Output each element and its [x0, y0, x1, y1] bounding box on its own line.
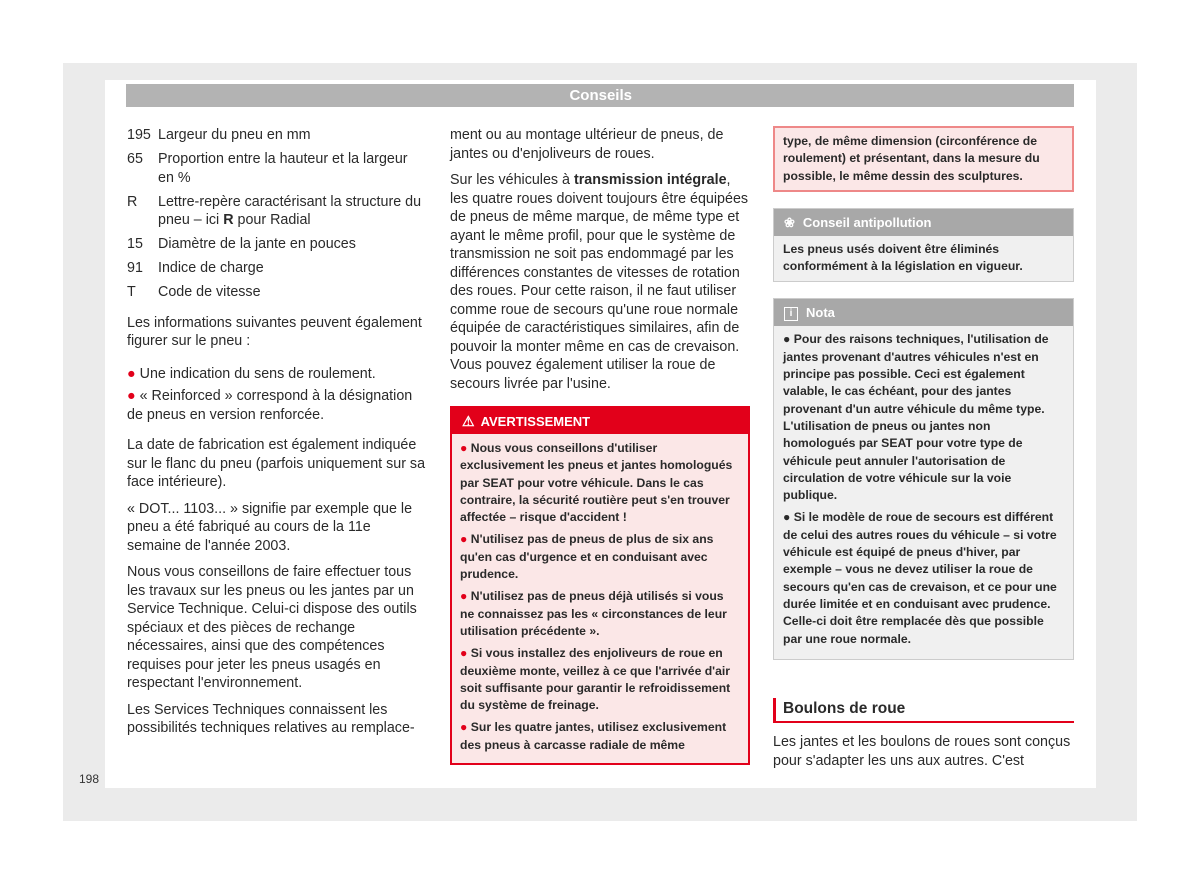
bullet-dot: ●	[460, 532, 468, 547]
section-title: Boulons de roue	[773, 698, 1074, 724]
paragraph: Nous vous conseillons de faire effectuer tous les travaux sur les pneus ou les jantes par un Service Technique. Celui-ci dispose des outils spéciaux et des pièces de rechange nécessaires, ainsi que des compétences requises pour jeter les pneus usagés en respectant l'environnement.	[127, 564, 417, 691]
warning-box	[450, 406, 750, 765]
warning-item: ● Sur les quatre jantes, utilisez exclusivement des pneus à carcasse radiale de même	[460, 720, 727, 752]
warning-item: ● N'utilisez pas de pneus déjà utilisés si vous ne connaissez pas les « circonstances de leur utilisation précédente ».	[460, 589, 727, 638]
header-bar	[126, 84, 1074, 107]
paragraph: Sur les véhicules à transmission intégrale, les quatre roues doivent toujours être équipées de pneus de même marque, de même type et ayant le même profil, pour que le système de transmission ne soit pas endommagé par les différences constantes de vitesses de rotation des roues. Pour cette raison, il ne faut utiliser comme roue de secours qu'une roue normale équipée de caractéristiques similaires, afin de pouvoir la monter même en cas de crevaison. Vous pouvez également utiliser la roue de secours livrée par l'usine.	[450, 172, 749, 392]
note-box	[773, 298, 1074, 659]
bullet-dot: ●	[460, 720, 468, 735]
warning-header: ⚠ AVERTISSEMENT	[452, 408, 748, 434]
bullet-dot: ●	[460, 441, 468, 455]
spec-row: 15 Diamètre de la jante en pouces	[127, 236, 356, 252]
bullet-dot: ●	[127, 388, 136, 404]
eco-tip-text: Les pneus usés doivent être éliminés conformément à la législation en vigueur.	[783, 241, 1023, 274]
eco-tip-header: ❀ Conseil antipollution	[774, 209, 1073, 236]
paragraph: « DOT... 1103... » signifie par exemple que le pneu a été fabriqué au cours de la 11e semaine de l'année 2003.	[127, 500, 413, 554]
list-item: ● Une indication du sens de roulement.	[127, 365, 376, 382]
page-title: Conseils	[569, 87, 632, 104]
list-item: ● « Reinforced » correspond à la désignation de pneus en version renforcée.	[127, 388, 413, 423]
warning-triangle-icon: ⚠	[462, 413, 475, 429]
column-3	[773, 126, 1074, 778]
paragraph: La date de fabrication est également indiquée sur le flanc du pneu (parfois uniquement sur sa face intérieure).	[127, 437, 426, 490]
spec-row: R Lettre-repère caractérisant la structure du pneu – ici R pour Radial	[127, 193, 422, 228]
warning-body	[452, 434, 748, 763]
note-item: ● Si le modèle de roue de secours est différent de celui des autres roues du véhicule – si votre véhicule est équipé de pneus d'hiver, par exemple – vous ne devez utiliser la roue de secours qu'en cas de crevaison, et ce pour une durée limitée et en conduisant avec prudence. Celle-ci doit être remplacée dès que possible par une roue normale.	[783, 510, 1057, 646]
spec-row: T Code de vitesse	[127, 284, 261, 300]
warning-item: ● Si vous installez des enjoliveurs de roue en deuxième monte, veillez à ce que l'arrivée d'air soit suffisante pour garantir le refroidissement du système de freinage.	[460, 646, 731, 713]
bullet-dot: ●	[127, 365, 136, 382]
note-body	[774, 326, 1073, 658]
spec-row: 195 Largeur du pneu en mm	[127, 127, 311, 143]
bullet-dot: ●	[460, 646, 468, 661]
bullet-dot: ●	[460, 589, 468, 604]
spec-row: 65 Proportion entre la hauteur et la largeur en %	[127, 151, 408, 186]
paragraph: ment ou au montage ultérieur de pneus, de jantes ou d'enjoliveurs de roues.	[450, 127, 724, 162]
note-item: ● Pour des raisons techniques, l'utilisation de jantes provenant d'autres véhicules n'est en principe pas possible. Ceci est également valable, le cas échéant, pour des jantes provenant d'un autre véhicule du même type. L'utilisation de pneus ou jantes non homologués par SEAT pour votre type de véhicule peut annuler l'autorisation de circulation de votre véhicule sur la voie publique.	[783, 332, 1049, 503]
paragraph: Les Services Techniques connaissent les possibilités techniques relatives au remplace-	[127, 701, 415, 736]
note-header: i Nota	[774, 299, 1073, 326]
info-icon: i	[784, 307, 798, 321]
flower-icon: ❀	[784, 214, 795, 230]
warning-continuation: type, de même dimension (circonférence de roulement) et présentant, dans la mesure du possible, le même dessin des sculptures.	[773, 126, 1074, 192]
warning-item: ● Nous vous conseillons d'utiliser exclusivement les pneus et jantes homologués par SEAT pour votre véhicule. Dans le cas contraire, la sécurité routière peut s'en trouver affectée – risque d'accident !	[460, 441, 733, 525]
paragraph: Les informations suivantes peuvent également figurer sur le pneu :	[127, 314, 422, 349]
column-1	[127, 126, 427, 746]
warning-item: ● N'utilisez pas de pneus de plus de six ans qu'en cas d'urgence et en conduisant avec prudence.	[460, 532, 714, 582]
page-number: 198	[79, 772, 100, 786]
eco-tip-box	[773, 208, 1074, 283]
column-2	[450, 126, 750, 765]
spec-row: 91 Indice de charge	[127, 260, 264, 276]
paragraph: Les jantes et les boulons de roues sont conçus pour s'adapter les uns aux autres. C'est	[773, 734, 1071, 769]
